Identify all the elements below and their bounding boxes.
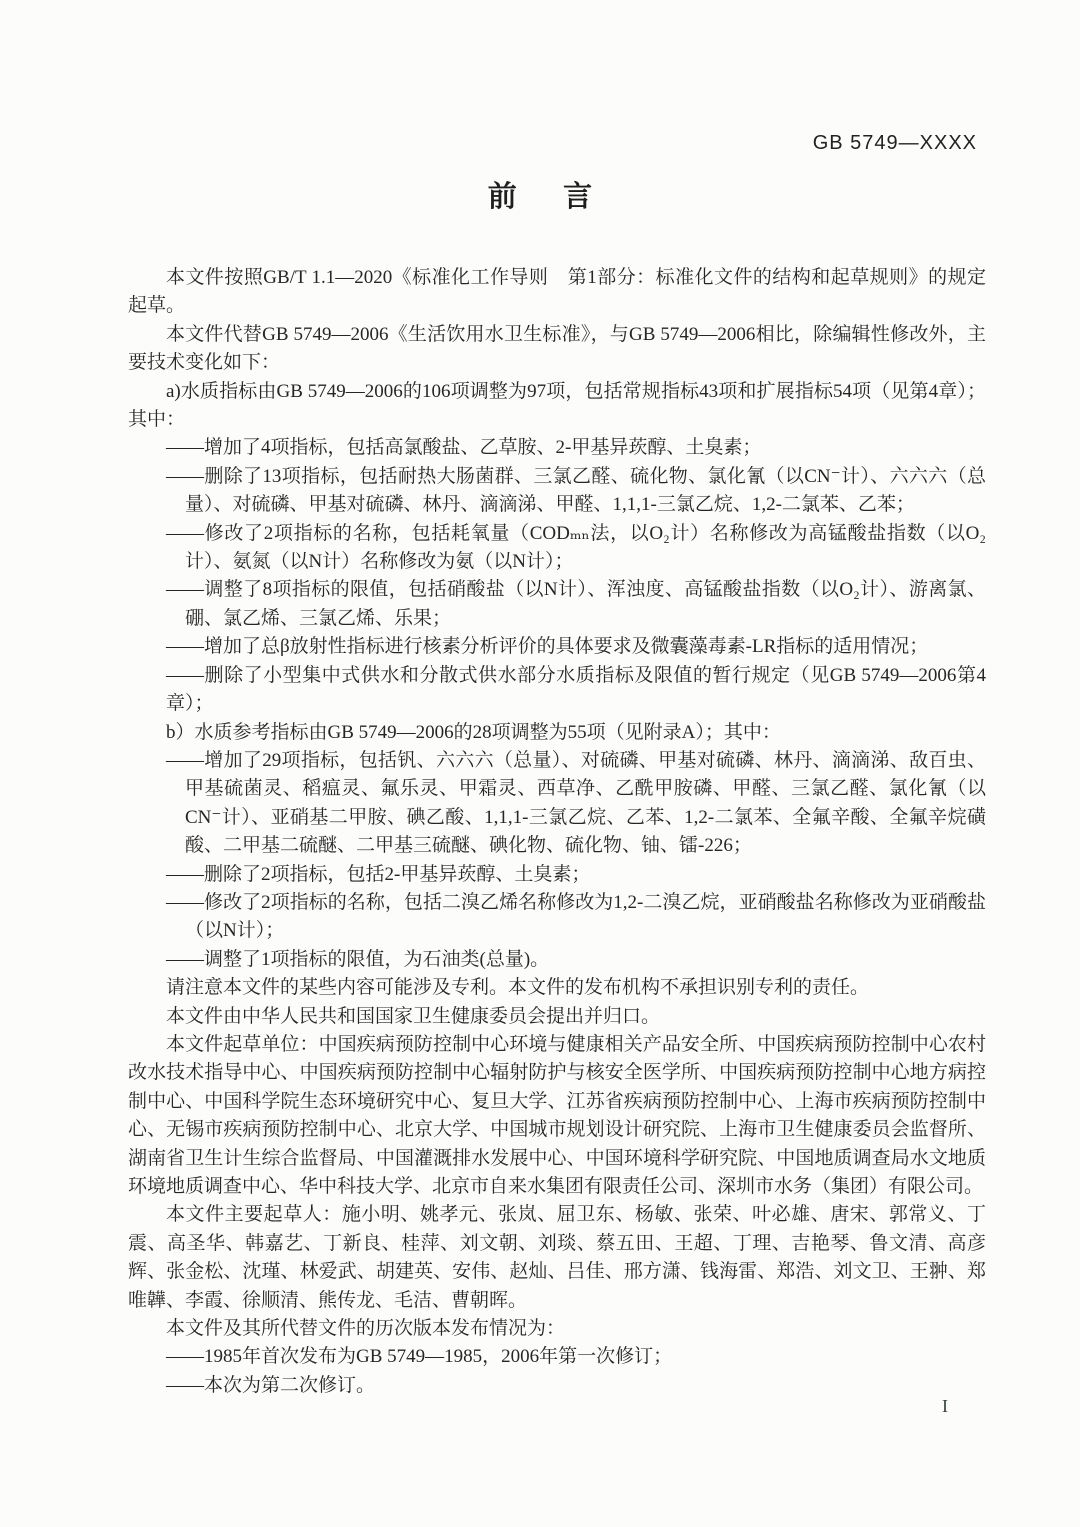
foreword-body xyxy=(128,264,986,1400)
dash-list-item: ——删除了13项指标，包括耐热大肠菌群、三氯乙醛、硫化物、氯化氰（以CN⁻计）、六六六（总量）、对硫磷、甲基对硫磷、林丹、滴滴涕、甲醛、1,1,1-三氯乙烷、1,2-二氯苯、乙苯； xyxy=(166,465,986,516)
dash-list-item: ——删除了2项指标，包括2-甲基异莰醇、土臭素； xyxy=(166,863,591,885)
standard-code: GB 5749—XXXX xyxy=(812,132,977,154)
dash-list-item: ——增加了总β放射性指标进行核素分析评价的具体要求及微囊藻毒素-LR指标的适用情况； xyxy=(166,636,929,658)
dash-list-item: ——1985年首次发布为GB 5749—1985，2006年第一次修订； xyxy=(166,1346,673,1368)
dash-list-item: ——本次为第二次修订。 xyxy=(166,1374,376,1396)
dash-list-item: ——修改了2项指标的名称，包括耗氧量（CODₘₙ法，以O₂计）名称修改为高锰酸盐指数（以O₂计）、氨氮（以N计）名称修改为氨（以N计）； xyxy=(166,522,986,573)
paragraph: 本文件主要起草人：施小明、姚孝元、张岚、屈卫东、杨敏、张荣、叶必雄、唐宋、郭常义、丁震、高圣华、韩嘉艺、丁新良、桂萍、刘文朝、刘琰、蔡五田、王超、丁理、吉艳琴、鲁文清、高彦辉、张金松、沈瑾、林爱武、胡建英、安伟、赵灿、吕佳、邢方潇、钱海雷、郑浩、刘文卫、王翀、郑唯韡、李霞、徐顺清、熊传龙、毛洁、曹朝晖。 xyxy=(128,1204,986,1311)
dash-list-item: ——调整了8项指标的限值，包括硝酸盐（以N计）、浑浊度、高锰酸盐指数（以O₂计）、游离氯、硼、氯乙烯、三氯乙烯、乐果； xyxy=(166,579,986,629)
paragraph: 本文件起草单位：中国疾病预防控制中心环境与健康相关产品安全所、中国疾病预防控制中心农村改水技术指导中心、中国疾病预防控制中心辐射防护与核安全医学所、中国疾病预防控制中心地方病控制中心、中国科学院生态环境研究中心、复旦大学、江苏省疾病预防控制中心、上海市疾病预防控制中心、无锡市疾病预防控制中心、北京大学、中国城市规划设计研究院、上海市卫生健康委员会监督所、湖南省卫生计生综合监督局、中国灌溉排水发展中心、中国环境科学研究院、中国地质调查局水文地质环境地质调查中心、华中科技大学、北京市自来水集团有限责任公司、深圳市水务（集团）有限公司。 xyxy=(128,1033,986,1197)
title-row xyxy=(0,174,1080,215)
dash-list-item: ——调整了1项指标的限值，为石油类(总量)。 xyxy=(166,948,550,970)
paragraph: 本文件及其所代替文件的历次版本发布情况为： xyxy=(166,1318,566,1340)
dash-list-item: ——删除了小型集中式供水和分散式供水部分水质指标及限值的暂行规定（见GB 5749—2006第4章）； xyxy=(166,664,986,715)
paragraph: 本文件按照GB/T 1.1—2020《标准化工作导则 第1部分：标准化文件的结构和起草规则》的规定起草。 xyxy=(128,267,986,317)
dash-list-item: ——增加了4项指标，包括高氯酸盐、乙草胺、2-甲基异莰醇、土臭素； xyxy=(166,437,762,459)
paragraph: 请注意本文件的某些内容可能涉及专利。本文件的发布机构不承担识别专利的责任。 xyxy=(166,977,870,999)
dash-list-item: ——修改了2项指标的名称，包括二溴乙烯名称修改为1,2-二溴乙烷，亚硝酸盐名称修改为亚硝酸盐（以N计）； xyxy=(166,891,986,942)
paragraph: a)水质指标由GB 5749—2006的106项调整为97项，包括常规指标43项和扩展指标54项（见第4章）；其中： xyxy=(128,380,986,431)
paragraph: 本文件代替GB 5749—2006《生活饮用水卫生标准》，与GB 5749—2006相比，除编辑性修改外，主要技术变化如下： xyxy=(128,323,986,374)
paragraph: b）水质参考指标由GB 5749—2006的28项调整为55项（见附录A）；其中： xyxy=(166,721,781,743)
paragraph: 本文件由中华人民共和国国家卫生健康委员会提出并归口。 xyxy=(166,1005,661,1027)
dash-list-item: ——增加了29项指标，包括钒、六六六（总量）、对硫磷、甲基对硫磷、林丹、滴滴涕、敌百虫、甲基硫菌灵、稻瘟灵、氟乐灵、甲霜灵、西草净、乙酰甲胺磷、甲醛、三氯乙醛、氯化氰（以CN⁻计）、亚硝基二甲胺、碘乙酸、1,1,1-三氯乙烷、乙苯、1,2-二氯苯、全氟辛酸、全氟辛烷磺酸、二甲基二硫醚、二甲基三硫醚、碘化物、硫化物、铀、镭-226； xyxy=(166,749,986,857)
page-number: I xyxy=(942,1396,948,1416)
page-title: 前言 xyxy=(487,181,639,213)
